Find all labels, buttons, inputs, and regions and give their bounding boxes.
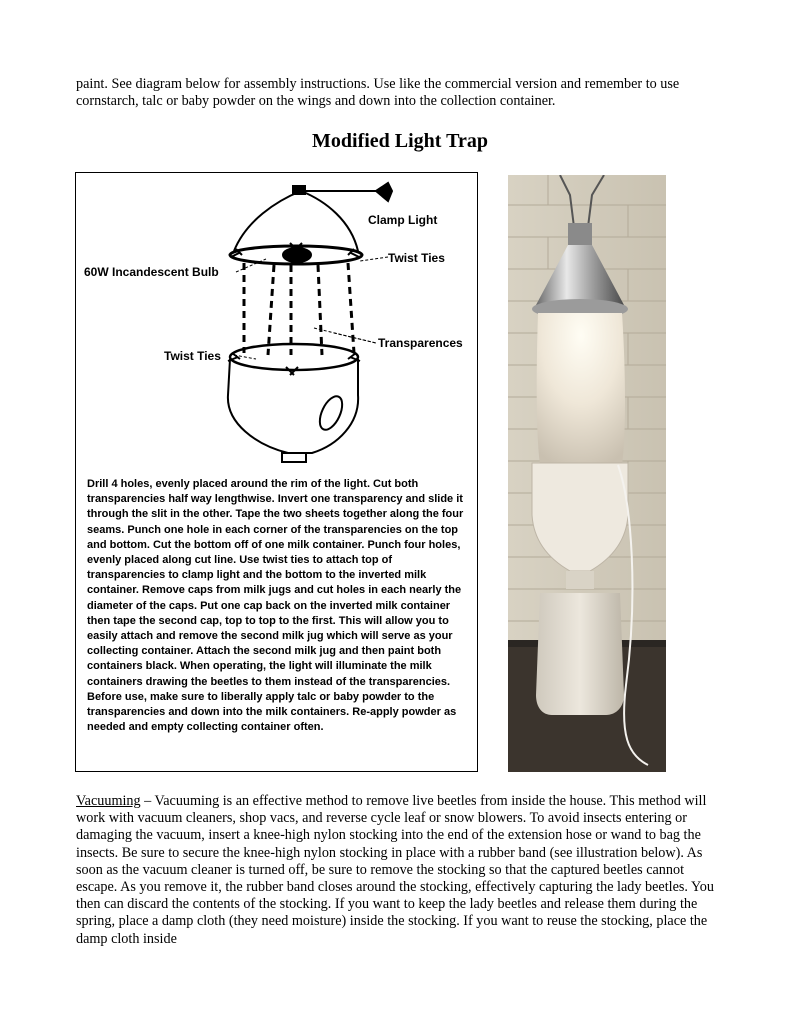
container-rim <box>230 344 358 370</box>
vacuuming-heading: Vacuuming <box>76 793 141 809</box>
light-trap-photo <box>508 175 666 772</box>
lamp-shade-right <box>301 191 358 251</box>
twist-ties-top-leader <box>360 257 388 261</box>
bulb-label: 60W Incandescent Bulb <box>84 265 219 279</box>
lamp-socket <box>293 186 305 194</box>
transparencies-leader-b <box>334 333 376 343</box>
collecting-jug <box>536 593 624 715</box>
container-cap <box>282 453 306 462</box>
transparency-line-4 <box>318 265 322 355</box>
clamp-tip <box>376 183 392 201</box>
lamp-socket-photo <box>568 223 592 247</box>
vacuuming-paragraph <box>76 793 726 948</box>
jug-caps <box>566 571 594 589</box>
twist-ties-bottom-label: Twist Ties <box>164 349 221 363</box>
intro-paragraph: paint. See diagram below for assembly instructions. Use like the commercial version and remember to use cornstarch, talc or baby powder on the wings and down into the collection container. <box>76 76 680 110</box>
clamp-light-label: Clamp Light <box>368 213 438 227</box>
container-handle-hole <box>315 393 347 433</box>
twist-ties-top-label: Twist Ties <box>388 251 445 265</box>
assembly-instructions: Drill 4 holes, evenly placed around the rim of the light. Cut both transparencies half way lengthwise. Invert one transparency and slide it through the slit in the other. Tape the two sheets together along the four seams. Punch one hole in each corner of the transparencies on the top and bottom. Cut the bottom off of one milk container. Punch four holes, evenly placed along cut line. Use twist ties to attach top of transparencies to clamp light and the bottom to the inverted milk container. Remove caps from milk jugs and cut holes in each nearly the diameter of the caps. Put one cap back on the inverted milk container then tape the second cap, top to top to the first. This will allow you to easily attach and remove the second milk jug which will serve as your collecting container. Attach the second milk jug and then paint both containers black. When operating, the light will illuminate the milk containers drawing the beetles to them instead of the transparencies. Before use, make sure to liberally apply talc or baby powder to the transparencies and down into the milk containers. Re-apply powder as needed and empty collecting container often. <box>87 478 464 734</box>
figure-title: Modified Light Trap <box>312 130 488 152</box>
diagram-panel <box>75 172 478 772</box>
transparency-line-2 <box>268 265 274 355</box>
transparencies-label: Transparences <box>378 336 463 350</box>
transparency-line-5 <box>348 263 354 353</box>
vacuuming-text: – Vacuuming is an effective method to remove live beetles from inside the house. This method will work with vacuum cleaners, shop vacs, and reverse cycle leaf or snow blowers. To avoid insects entering or damaging the vacuum, insert a knee-high nylon stocking into the end of the extension hose or wand to bag the insects. Be sure to secure the knee-high nylon stocking in place with a rubber band (see illustration below). As soon as the vacuum cleaner is turned off, be sure to remove the stocking so that the captured beetles cannot escape. As you remove it, the rubber band closes around the stocking, effectively capturing the lady beetles. You then can discard the contents of the stocking. If you want to keep the lady beetles and release them during the spring, place a damp cloth (they need moisture) inside the stocking. If you want to reuse the stocking, place the damp cloth inside <box>76 793 714 947</box>
transparency-tube <box>537 313 625 465</box>
lamp-shade-left <box>234 191 301 251</box>
